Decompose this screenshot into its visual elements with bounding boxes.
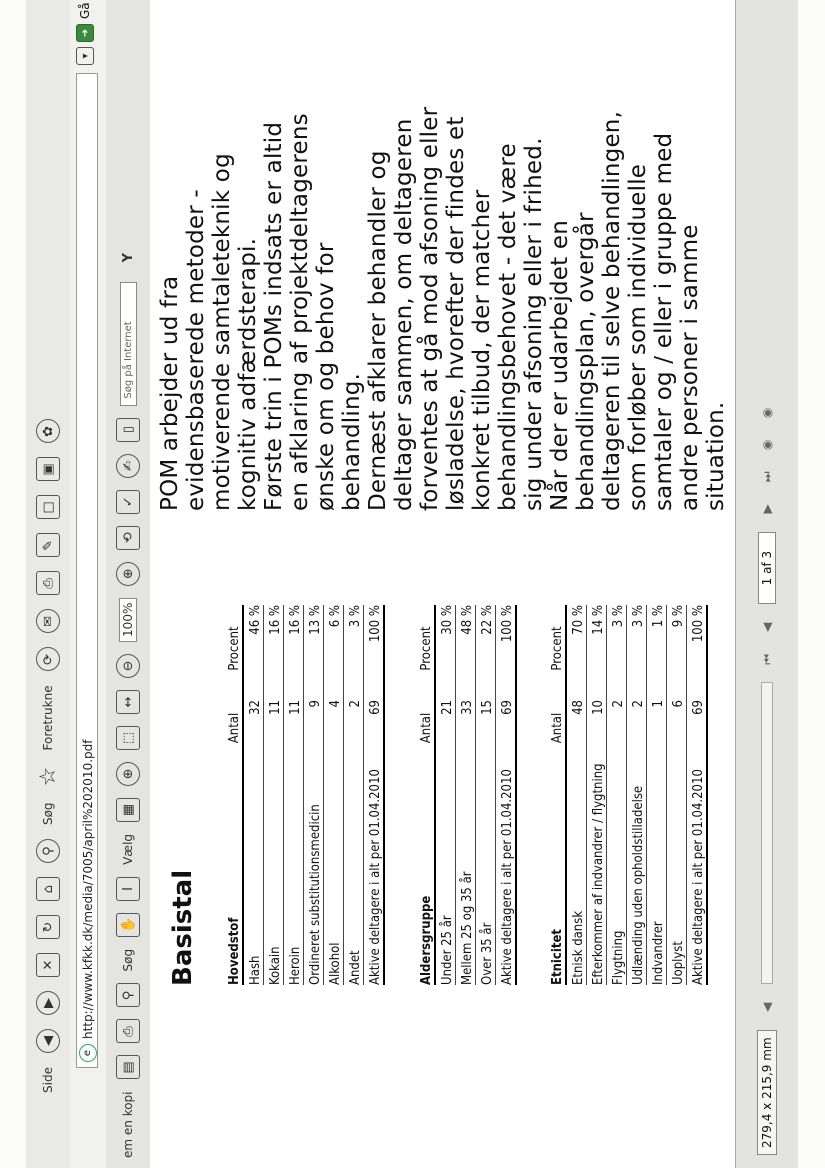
table-row: [344, 605, 364, 985]
table-header-cell: Procent: [227, 626, 242, 671]
table-row: [244, 605, 264, 985]
go-area: [76, 2, 94, 65]
table-cell: 6: [671, 700, 686, 708]
address-bar: [70, 0, 107, 1168]
table-cell: 13 %: [308, 605, 323, 635]
favorites-button[interactable]: Foretrukne: [41, 685, 55, 751]
next-page-icon[interactable]: ▶: [760, 504, 774, 514]
table-cell: Andet: [348, 950, 363, 985]
paragraph-line: forventes at gå mod afsoning eller: [417, 106, 443, 511]
snapshot-icon[interactable]: ▦: [116, 798, 140, 822]
table-row: [476, 605, 496, 985]
search-button[interactable]: Søg: [41, 802, 55, 826]
refresh-icon[interactable]: ↻: [36, 915, 60, 939]
table-header-cell: Aldersgruppe: [419, 895, 434, 985]
table-cell: 1: [651, 700, 666, 708]
table-cell: Efterkommer af indvandrer / flygtning: [591, 763, 606, 985]
zoom-out-icon[interactable]: ⊖: [116, 654, 140, 678]
document-title: Basistal: [168, 869, 198, 986]
table-row: [496, 605, 517, 985]
table-cell: Udlænding uden opholdstilladelse: [631, 785, 646, 985]
go-button[interactable]: Gå: [78, 2, 92, 19]
table-row: [264, 605, 284, 985]
table-cell: 33: [460, 700, 475, 715]
table-cell: 69: [500, 700, 515, 715]
table-cell: Kokain: [268, 946, 283, 985]
pdf-search-button[interactable]: Søg: [121, 948, 135, 972]
table-cell: Heroin: [288, 946, 303, 985]
table-row: [607, 605, 627, 985]
table-cell: Mellem 25 og 35 år: [460, 871, 475, 985]
table-row: [687, 605, 708, 985]
paragraph-line: som forløber som individuelle: [625, 163, 651, 511]
stop-icon[interactable]: ✕: [36, 953, 60, 977]
table-header-cell: Procent: [419, 626, 434, 671]
table-cell: Aktive deltagere i alt per 01.04.2010: [691, 769, 706, 985]
pdf-document-area: [150, 0, 735, 1168]
body-paragraph: [157, 6, 729, 511]
last-page-icon[interactable]: ⏭: [759, 471, 774, 483]
table-header-cell: Procent: [550, 626, 565, 671]
paragraph-line: en afklaring af projektdeltagerens: [287, 113, 313, 511]
horizontal-scrollbar[interactable]: [761, 682, 773, 984]
document-icon[interactable]: ▯: [116, 418, 140, 442]
table-etnicitet: [545, 605, 708, 985]
table-cell: 16 %: [268, 605, 283, 635]
first-page-icon[interactable]: ⏮: [759, 653, 774, 665]
zoom-plus-icon[interactable]: ⊕: [116, 562, 140, 586]
zoom-in-icon[interactable]: ⊕: [116, 762, 140, 786]
select-tool-icon[interactable]: I: [116, 877, 140, 901]
page-globe-icon: e: [79, 1044, 97, 1062]
table-cell: 70 %: [571, 605, 586, 635]
paragraph-line: Dernæst afklarer behandler og: [365, 150, 391, 511]
table-cell: 3 %: [631, 605, 646, 628]
favorites-star-icon[interactable]: ☆: [35, 766, 61, 787]
table-cell: Alkohol: [328, 942, 343, 985]
paragraph-line: Når der er udarbejdet en: [547, 220, 573, 511]
fit-width-icon[interactable]: ↔: [116, 690, 140, 714]
table-header-cell: Antal: [227, 712, 242, 744]
table-cell: 11: [288, 700, 303, 715]
table-header-row: [414, 605, 436, 985]
paragraph-line: deltager sammen, om deltageren: [391, 118, 417, 511]
paragraph-line: situation.: [703, 401, 729, 511]
table-header-row: [545, 605, 567, 985]
table-cell: 14 %: [591, 605, 606, 635]
paragraph-line: andre personer i samme: [677, 224, 703, 511]
table-cell: 10: [591, 700, 606, 715]
table-row: [456, 605, 476, 985]
messenger-icon[interactable]: ✿: [36, 419, 60, 443]
pdf-toolbar: [106, 0, 151, 1168]
table-row: [567, 605, 587, 985]
table-cell: Aktive deltagere i alt per 01.04.2010: [500, 769, 515, 985]
print-icon[interactable]: ⎙: [36, 571, 60, 595]
table-cell: 30 %: [440, 605, 455, 635]
table-cell: 2: [348, 700, 363, 708]
table-cell: 16 %: [288, 605, 303, 635]
table-cell: 100 %: [368, 605, 383, 643]
dropdown-chevron-icon[interactable]: ▾: [76, 47, 94, 65]
table-row: [587, 605, 607, 985]
table-cell: Hash: [248, 955, 263, 985]
table-cell: 2: [631, 700, 646, 708]
previous-page-icon[interactable]: ◀: [760, 622, 774, 632]
home-icon[interactable]: ⌂: [36, 877, 60, 901]
table-cell: Under 25 år: [440, 915, 455, 985]
table-header-cell: Hovedstof: [227, 917, 242, 985]
table-cell: 3 %: [611, 605, 626, 628]
page-indicator[interactable]: 1 af 3: [758, 532, 776, 604]
print-icon[interactable]: ⎙: [116, 1019, 140, 1043]
table-cell: 21: [440, 700, 455, 715]
table-cell: Flygtning: [611, 930, 626, 985]
table-cell: 22 %: [480, 605, 495, 635]
table-row: [647, 605, 667, 985]
table-cell: 4: [328, 700, 343, 708]
table-cell: 11: [268, 700, 283, 715]
page-size-indicator: 279,4 x 215,9 mm: [757, 1030, 777, 1155]
url-text: http://www.kfkk.dk/media/7005/april%202010.pdf: [81, 739, 95, 1039]
paragraph-line: POM arbejder ud fra: [157, 275, 183, 511]
table-cell: 9 %: [671, 605, 686, 628]
pdf-status-bar: [735, 0, 798, 1168]
table-cell: 6 %: [328, 605, 343, 628]
forward-view-icon[interactable]: ◉: [760, 407, 774, 419]
paragraph-line: ønske om og behov for: [313, 242, 339, 511]
table-row: [436, 605, 456, 985]
paragraph-line: kognitiv adfærdsterapi.: [235, 237, 261, 511]
research-icon[interactable]: ▣: [36, 457, 60, 481]
table-row: [284, 605, 304, 985]
table-cell: 100 %: [500, 605, 515, 643]
browser-toolbar: [26, 0, 71, 1168]
back-view-icon[interactable]: ◉: [760, 439, 774, 451]
table-cell: 46 %: [248, 605, 263, 635]
table-cell: Ordineret substitutionsmedicin: [308, 804, 323, 985]
forward-icon[interactable]: ▶: [36, 991, 60, 1015]
rotate-icon[interactable]: ⟲: [116, 526, 140, 550]
paragraph-line: evidensbaserede metoder -: [183, 189, 209, 511]
tab-label[interactable]: Side: [41, 1067, 55, 1093]
table-cell: Indvandrer: [651, 921, 666, 985]
edit-icon[interactable]: ✎: [36, 533, 60, 557]
zoom-level-field[interactable]: 100%: [119, 598, 137, 642]
select-button[interactable]: Vælg: [121, 833, 135, 865]
fit-page-icon[interactable]: ⬚: [116, 726, 140, 750]
table-header-row: [222, 605, 244, 985]
table-row: [627, 605, 647, 985]
scroll-left-icon[interactable]: ◀: [760, 1002, 774, 1012]
table-cell: 69: [368, 700, 383, 715]
table-hovedstof: [222, 605, 385, 985]
table-row: [667, 605, 687, 985]
page-icon[interactable]: □: [36, 495, 60, 519]
table-cell: 48 %: [460, 605, 475, 635]
spelling-icon[interactable]: ✓: [116, 490, 140, 514]
table-cell: Over 35 år: [480, 922, 495, 985]
table-cell: 3 %: [348, 605, 363, 628]
table-cell: 9: [308, 700, 323, 708]
table-cell: Etnisk dansk: [571, 910, 586, 985]
paragraph-line: Første trin i POMs indsats er altid: [261, 121, 287, 511]
history-icon[interactable]: ⟳: [36, 647, 60, 671]
table-cell: 32: [248, 700, 263, 715]
paragraph-line: behandling.: [339, 372, 365, 511]
paragraph-line: behandlingsplan, overgår: [573, 212, 599, 511]
paragraph-line: behandlingsbehovet - det være: [495, 143, 521, 511]
paragraph-line: samtaler og / eller i gruppe med: [651, 132, 677, 511]
table-cell: Uoplyst: [671, 941, 686, 985]
sign-icon[interactable]: ✍: [116, 454, 140, 478]
save-copy-button[interactable]: em en kopi: [121, 1091, 135, 1158]
paragraph-line: konkret tilbud, der matcher: [469, 189, 495, 511]
table-cell: Aktive deltagere i alt per 01.04.2010: [368, 769, 383, 985]
table-header-cell: Etnicitet: [550, 929, 565, 985]
search-icon[interactable]: ⚲: [36, 839, 60, 863]
table-row: [364, 605, 385, 985]
table-cell: 1 %: [651, 605, 666, 628]
paragraph-line: motiverende samtaleteknik og: [209, 153, 235, 511]
pdf-search-icon[interactable]: ⚲: [116, 983, 140, 1007]
paragraph-line: deltageren til selve behandlingen,: [599, 110, 625, 511]
url-input[interactable]: [76, 73, 98, 1068]
table-cell: 48: [571, 700, 586, 715]
back-icon[interactable]: ◀: [36, 1029, 60, 1053]
table-row: [324, 605, 344, 985]
web-search-input[interactable]: Søg på Internet: [120, 282, 137, 406]
go-arrow-icon[interactable]: ➜: [76, 24, 94, 42]
table-aldersgruppe: [414, 605, 517, 985]
hand-tool-icon[interactable]: ✋: [116, 913, 140, 937]
yahoo-search-icon[interactable]: Y: [120, 252, 136, 263]
paragraph-line: løsladelse, hvorefter der findes et: [443, 116, 469, 511]
table-cell: 69: [691, 700, 706, 715]
save-icon[interactable]: ▤: [116, 1055, 140, 1079]
table-cell: 2: [611, 700, 626, 708]
table-row: [304, 605, 324, 985]
table-header-cell: Antal: [419, 712, 434, 744]
table-cell: 100 %: [691, 605, 706, 643]
mail-icon[interactable]: ✉: [36, 609, 60, 633]
table-cell: 15: [480, 700, 495, 715]
paragraph-line: sig under afsoning eller i frihed.: [521, 137, 547, 511]
table-header-cell: Antal: [550, 712, 565, 744]
